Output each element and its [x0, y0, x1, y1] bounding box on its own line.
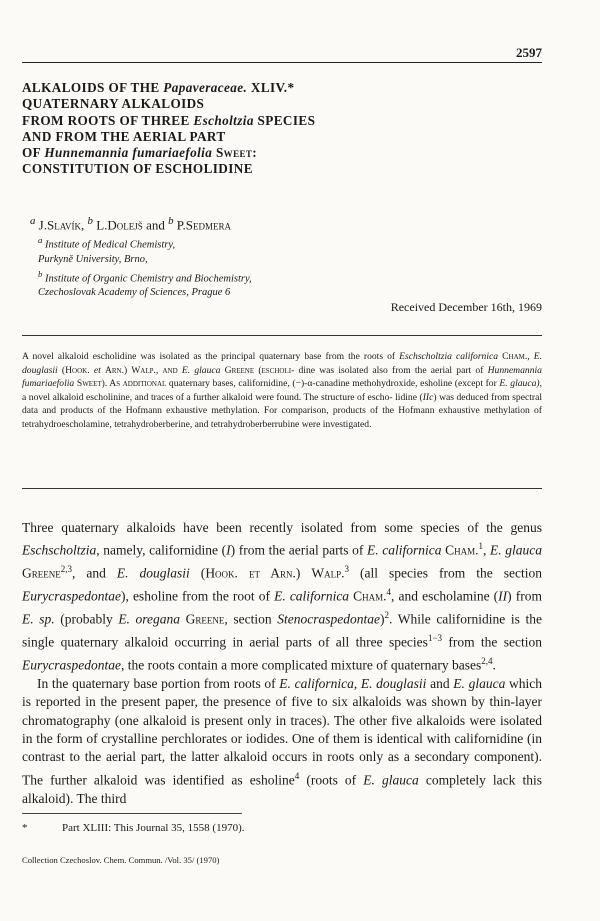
affiliations: $^a$ Institute of Medical Chemistry, Purkyně University, Brno, $^b$ Institute of Organic Chemistry and Biochemistry, Czechoslovak Academy of Sciences, Prague 6 — [38, 235, 252, 298]
author-1: J.Slavík, — [38, 217, 85, 233]
abstract-bottom-rule — [22, 488, 542, 489]
footnote-rule — [22, 813, 242, 814]
footnote: * Part XLIII: This Journal 35, 1558 (1970). — [22, 822, 245, 834]
received-date: Received December 16th, 1969 — [390, 300, 542, 314]
journal-footer: Collection Czechoslov. Chem. Commun. /Vol. 35/ (1970) — [22, 855, 220, 865]
paragraph-2: In the quaternary base portion from roots of E. californica, E. douglasii and E. glauca which is reported in the present paper, the presence of five to six alkaloids was shown by thin-layer chromatography (one alkaloid is present only in traces). The other five alkaloids were isolated in the form of crystalline perchlorates or iodides. One of them is identical with californidine (in contrast to the aerial part, the latter alkaloid occurs in roots only as a secondary component). The further alkaloid was identified as esholine$^4$ (roots of E. glauca completely lack this alkaloid). The third — [22, 675, 543, 806]
title-line-3: FROM ROOTS OF THREE Escholtzia SPECIES — [22, 112, 316, 128]
title-line-4: AND FROM THE AERIAL PART — [22, 128, 226, 144]
header-rule — [22, 62, 542, 63]
title-line-1: ALKALOIDS OF THE Papaveraceae. XLIV.* — [22, 80, 295, 95]
page-number: 2597 — [516, 45, 542, 60]
title-line-6: CONSTITUTION OF ESCHOLIDINE — [22, 161, 253, 177]
author-2: L.Dolejš — [96, 217, 143, 233]
title-line-5: OF Hunnemannia fumariaefolia Sweet: — [22, 145, 258, 161]
abstract-top-rule — [22, 335, 542, 336]
body-text — [22, 519, 542, 808]
author-list: $^a$ J.Slavík, $^b$ L.Dolejš and $^b$ P.Sedmera — [30, 215, 232, 233]
title-line-2: QUATERNARY ALKALOIDS — [22, 96, 205, 112]
article-title — [22, 80, 542, 178]
author-3: P.Sedmera — [176, 217, 232, 233]
abstract: A novel alkaloid escholidine was isolated as the principal quaternary base from the roots of Eschscholtzia californica Cham., E. douglasii (Hook. et Arn.) Walp., and E. glauca Greene (escholi- dine was isolated also from the aerial part of Hunnemannia fumariaefolia Sweet). As additional quaternary bases, californidine, (−)-α-canadine methohydroxide, esholine (except for E. glauca), a novel alkaloid escholinine, and traces of a further alkaloid were found. The structure of escho- lidine (IIc) was deduced from spectral data and products of the Hofmann exhaustive methylation. For comparison, products of the Hofmann exhaustive methylation of tetrahydroescholamine, tetrahydroberberine, and tetrahydroberberrubine were investigated. — [22, 351, 543, 430]
paragraph-1: Three quaternary alkaloids have been recently isolated from some species of the genus Eschscholtzia, namely, californidine (I) from the aerial parts of E. californica Cham.$^1$, E. glauca Greene$^{2,3}$, and E. douglasii (Hook. et Arn.) Walp.$^3$ (all species from the section Eurycraspedontae), esholine from the root of E. californica Cham.$^4$, and escholamine (II) from E. sp. (probably E. oregana Greene, section Stenocraspedontae)$^2$. While californidine is the single quaternary alkaloid occurring in aerial parts of all three species$^{1-3}$ from the section Eurycraspedontae, the roots contain a more complicated mixture of quaternary bases$^{2,4}$. — [22, 520, 543, 673]
